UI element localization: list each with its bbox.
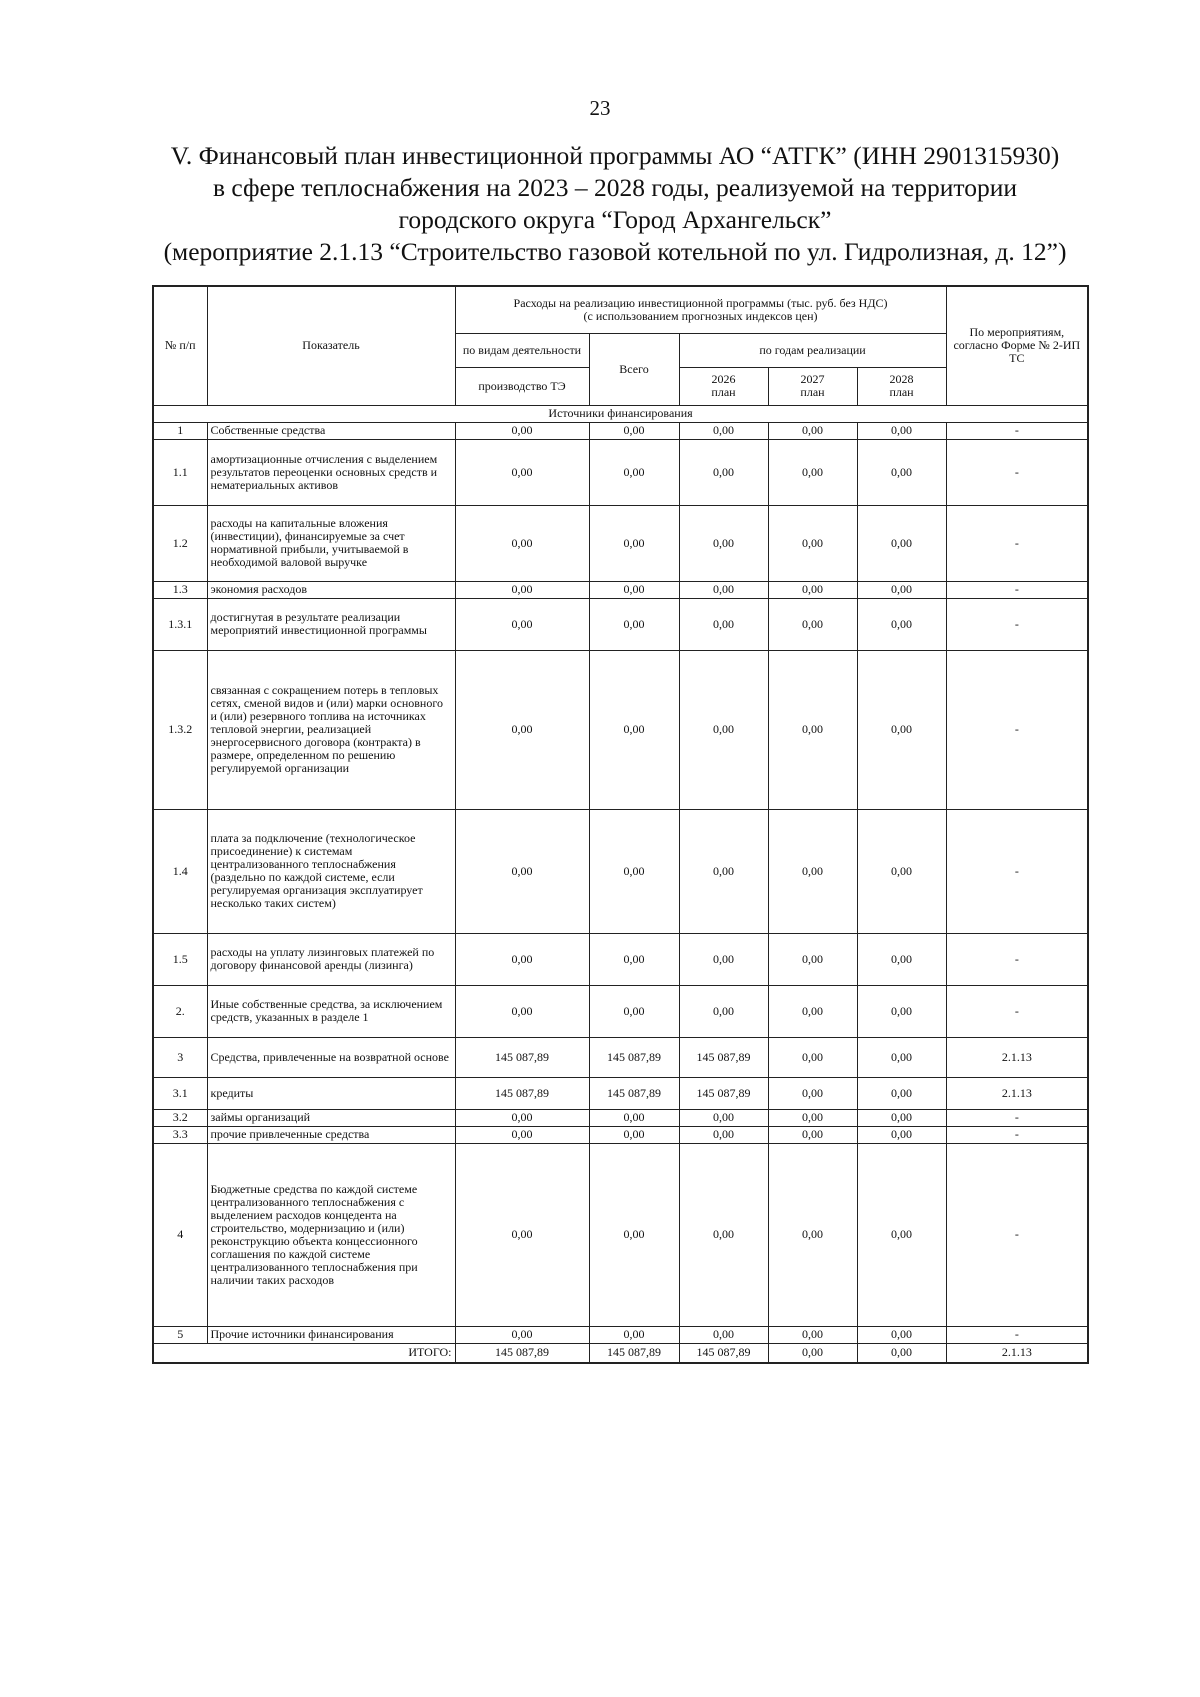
cell-measure: - <box>946 598 1088 650</box>
cell-total: 0,00 <box>589 1143 679 1326</box>
totals-row <box>153 1343 1088 1363</box>
cell-y2027: 0,00 <box>768 581 857 598</box>
cell-measure: - <box>946 1126 1088 1143</box>
cell-prod: 0,00 <box>455 933 589 985</box>
header-indicator: Показатель <box>207 286 455 405</box>
totals-y2028: 0,00 <box>857 1343 946 1363</box>
cell-y2028: 0,00 <box>857 1109 946 1126</box>
cell-y2026: 0,00 <box>679 1109 768 1126</box>
header-year-2027 <box>768 367 857 405</box>
cell-y2026: 145 087,89 <box>679 1077 768 1109</box>
cell-total: 0,00 <box>589 1109 679 1126</box>
cell-total: 0,00 <box>589 581 679 598</box>
totals-y2027: 0,00 <box>768 1343 857 1363</box>
cell-name: займы организаций <box>207 1109 455 1126</box>
cell-y2027: 0,00 <box>768 1077 857 1109</box>
table-row <box>153 933 1088 985</box>
cell-name: связанная с сокращением потерь в тепловых сетях, сменой видов и (или) марки основного и (или) резервного топлива на источниках тепловой энергии, реализацией энергосервисного договора (контракта) в размере, определенном по решению регулируемой организации <box>207 650 455 809</box>
table-row <box>153 598 1088 650</box>
table-row <box>153 1326 1088 1343</box>
cell-name: Прочие источники финансирования <box>207 1326 455 1343</box>
cell-name: Средства, привлеченные на возвратной основе <box>207 1037 455 1077</box>
table-row <box>153 1143 1088 1326</box>
cell-y2028: 0,00 <box>857 581 946 598</box>
cell-num: 3 <box>153 1037 207 1077</box>
cell-prod: 0,00 <box>455 650 589 809</box>
table-row <box>153 1037 1088 1077</box>
cell-prod: 0,00 <box>455 581 589 598</box>
cell-y2028: 0,00 <box>857 809 946 933</box>
cell-y2027: 0,00 <box>768 1126 857 1143</box>
cell-measure: - <box>946 581 1088 598</box>
header-year-2028 <box>857 367 946 405</box>
cell-prod: 0,00 <box>455 1143 589 1326</box>
cell-y2027: 0,00 <box>768 1109 857 1126</box>
header-total: Всего <box>589 333 679 405</box>
table-row <box>153 809 1088 933</box>
cell-name: амортизационные отчисления с выделением результатов переоценки основных средств и нематериальных активов <box>207 439 455 505</box>
table-row <box>153 505 1088 581</box>
cell-y2028: 0,00 <box>857 1326 946 1343</box>
cell-y2028: 0,00 <box>857 422 946 439</box>
header-year-2028-label: план <box>889 385 914 399</box>
cell-y2027: 0,00 <box>768 505 857 581</box>
cell-prod: 0,00 <box>455 1126 589 1143</box>
cell-total: 0,00 <box>589 505 679 581</box>
cell-y2026: 0,00 <box>679 581 768 598</box>
cell-y2028: 0,00 <box>857 1077 946 1109</box>
cell-y2027: 0,00 <box>768 650 857 809</box>
cell-measure: 2.1.13 <box>946 1037 1088 1077</box>
cell-total: 0,00 <box>589 1326 679 1343</box>
cell-total: 0,00 <box>589 650 679 809</box>
cell-y2026: 0,00 <box>679 650 768 809</box>
cell-name: достигнутая в результате реализации мероприятий инвестиционной программы <box>207 598 455 650</box>
cell-measure: - <box>946 422 1088 439</box>
cell-measure: - <box>946 650 1088 809</box>
cell-measure: - <box>946 1109 1088 1126</box>
cell-name: Собственные средства <box>207 422 455 439</box>
cell-prod: 0,00 <box>455 598 589 650</box>
cell-y2027: 0,00 <box>768 985 857 1037</box>
cell-num: 1.1 <box>153 439 207 505</box>
cell-y2028: 0,00 <box>857 598 946 650</box>
cell-num: 3.1 <box>153 1077 207 1109</box>
cell-y2026: 0,00 <box>679 809 768 933</box>
table-row <box>153 650 1088 809</box>
cell-num: 3.3 <box>153 1126 207 1143</box>
table-row <box>153 1109 1088 1126</box>
cell-y2026: 0,00 <box>679 1126 768 1143</box>
cell-measure: - <box>946 809 1088 933</box>
cell-name: Иные собственные средства, за исключением средств, указанных в разделе 1 <box>207 985 455 1037</box>
cell-y2028: 0,00 <box>857 650 946 809</box>
cell-prod: 0,00 <box>455 439 589 505</box>
cell-y2028: 0,00 <box>857 985 946 1037</box>
cell-measure: - <box>946 933 1088 985</box>
cell-num: 1.5 <box>153 933 207 985</box>
title-line-1: V. Финансовый план инвестиционной программы АО “АТГК” (ИНН 2901315930) <box>170 141 1060 170</box>
header-year-2028-value: 2028 <box>889 372 914 386</box>
header-by-activity: по видам деятельности <box>455 333 589 367</box>
cell-prod: 0,00 <box>455 1326 589 1343</box>
cell-num: 1 <box>153 422 207 439</box>
financial-plan-table <box>152 285 1089 1364</box>
cell-y2027: 0,00 <box>768 422 857 439</box>
cell-y2026: 0,00 <box>679 598 768 650</box>
cell-y2027: 0,00 <box>768 598 857 650</box>
cell-y2026: 0,00 <box>679 422 768 439</box>
cell-total: 0,00 <box>589 809 679 933</box>
cell-num: 3.2 <box>153 1109 207 1126</box>
cell-name: расходы на капитальные вложения (инвестиции), финансируемые за счет нормативной прибыли, учитываемой в необходимой валовой выручке <box>207 505 455 581</box>
cell-name: прочие привлеченные средства <box>207 1126 455 1143</box>
cell-y2027: 0,00 <box>768 1326 857 1343</box>
cell-y2026: 0,00 <box>679 1326 768 1343</box>
header-measures: По мероприятиям, согласно Форме № 2-ИП ТС <box>946 286 1088 405</box>
header-year-2027-label: план <box>800 385 825 399</box>
cell-total: 0,00 <box>589 598 679 650</box>
title-line-3: городского округа “Город Архангельск” <box>398 205 832 234</box>
cell-prod: 145 087,89 <box>455 1077 589 1109</box>
cell-y2028: 0,00 <box>857 439 946 505</box>
cell-total: 145 087,89 <box>589 1037 679 1077</box>
cell-y2026: 0,00 <box>679 505 768 581</box>
cell-prod: 0,00 <box>455 985 589 1037</box>
cell-y2026: 145 087,89 <box>679 1037 768 1077</box>
totals-y2026: 145 087,89 <box>679 1343 768 1363</box>
cell-num: 1.3 <box>153 581 207 598</box>
header-num: № п/п <box>153 286 207 405</box>
totals-measure: 2.1.13 <box>946 1343 1088 1363</box>
section-row-funding-sources: Источники финансирования <box>153 405 1088 422</box>
header-expenses-line-1: Расходы на реализацию инвестиционной программы (тыс. руб. без НДС) <box>513 295 888 310</box>
cell-prod: 0,00 <box>455 809 589 933</box>
cell-num: 1.3.1 <box>153 598 207 650</box>
cell-total: 0,00 <box>589 1126 679 1143</box>
document-title <box>150 140 1080 268</box>
cell-measure: - <box>946 439 1088 505</box>
header-year-2026-label: план <box>711 385 736 399</box>
cell-name: экономия расходов <box>207 581 455 598</box>
title-line-4: (мероприятие 2.1.13 “Строительство газовой котельной по ул. Гидролизная, д. 12”) <box>163 237 1067 266</box>
totals-label: ИТОГО: <box>153 1343 455 1363</box>
cell-name: расходы на уплату лизинговых платежей по договору финансовой аренды (лизинга) <box>207 933 455 985</box>
cell-y2026: 0,00 <box>679 439 768 505</box>
cell-y2028: 0,00 <box>857 933 946 985</box>
cell-measure: - <box>946 1143 1088 1326</box>
header-expenses-line-2: (с использованием прогнозных индексов цен) <box>583 308 818 323</box>
cell-measure: 2.1.13 <box>946 1077 1088 1109</box>
title-line-2: в сфере теплоснабжения на 2023 – 2028 годы, реализуемой на территории <box>212 173 1018 202</box>
cell-measure: - <box>946 505 1088 581</box>
cell-num: 1.3.2 <box>153 650 207 809</box>
cell-prod: 0,00 <box>455 505 589 581</box>
table-row <box>153 439 1088 505</box>
cell-num: 4 <box>153 1143 207 1326</box>
cell-total: 0,00 <box>589 933 679 985</box>
cell-y2028: 0,00 <box>857 1126 946 1143</box>
header-by-years: по годам реализации <box>679 333 946 367</box>
cell-y2027: 0,00 <box>768 933 857 985</box>
cell-y2028: 0,00 <box>857 1143 946 1326</box>
cell-y2027: 0,00 <box>768 1037 857 1077</box>
cell-num: 2. <box>153 985 207 1037</box>
table-row <box>153 985 1088 1037</box>
cell-total: 145 087,89 <box>589 1077 679 1109</box>
cell-y2028: 0,00 <box>857 1037 946 1077</box>
cell-y2027: 0,00 <box>768 1143 857 1326</box>
totals-total: 145 087,89 <box>589 1343 679 1363</box>
cell-name: плата за подключение (технологическое присоединение) к системам централизованного теплоснабжения (раздельно по каждой системе, если регулируемая организация эксплуатирует несколько таких систем) <box>207 809 455 933</box>
table-row <box>153 422 1088 439</box>
cell-num: 1.4 <box>153 809 207 933</box>
header-production: производство ТЭ <box>455 367 589 405</box>
cell-prod: 0,00 <box>455 1109 589 1126</box>
cell-y2026: 0,00 <box>679 933 768 985</box>
header-year-2027-value: 2027 <box>800 372 825 386</box>
cell-num: 1.2 <box>153 505 207 581</box>
cell-name: кредиты <box>207 1077 455 1109</box>
header-year-2026 <box>679 367 768 405</box>
cell-prod: 0,00 <box>455 422 589 439</box>
page-number: 23 <box>589 96 611 120</box>
cell-total: 0,00 <box>589 439 679 505</box>
header-year-2026-value: 2026 <box>711 372 736 386</box>
cell-num: 5 <box>153 1326 207 1343</box>
totals-prod: 145 087,89 <box>455 1343 589 1363</box>
table-row <box>153 1126 1088 1143</box>
cell-total: 0,00 <box>589 985 679 1037</box>
cell-y2027: 0,00 <box>768 809 857 933</box>
cell-measure: - <box>946 985 1088 1037</box>
header-expenses <box>455 286 946 333</box>
cell-measure: - <box>946 1326 1088 1343</box>
table-row <box>153 1077 1088 1109</box>
cell-prod: 145 087,89 <box>455 1037 589 1077</box>
cell-y2026: 0,00 <box>679 985 768 1037</box>
cell-y2026: 0,00 <box>679 1143 768 1326</box>
cell-y2027: 0,00 <box>768 439 857 505</box>
cell-y2028: 0,00 <box>857 505 946 581</box>
cell-total: 0,00 <box>589 422 679 439</box>
cell-name: Бюджетные средства по каждой системе централизованного теплоснабжения с выделением расходов концедента на строительство, модернизацию и (или) реконструкцию объекта концессионного соглашения по каждой системе централизованного теплоснабжения при наличии таких расходов <box>207 1143 455 1326</box>
table-row <box>153 581 1088 598</box>
